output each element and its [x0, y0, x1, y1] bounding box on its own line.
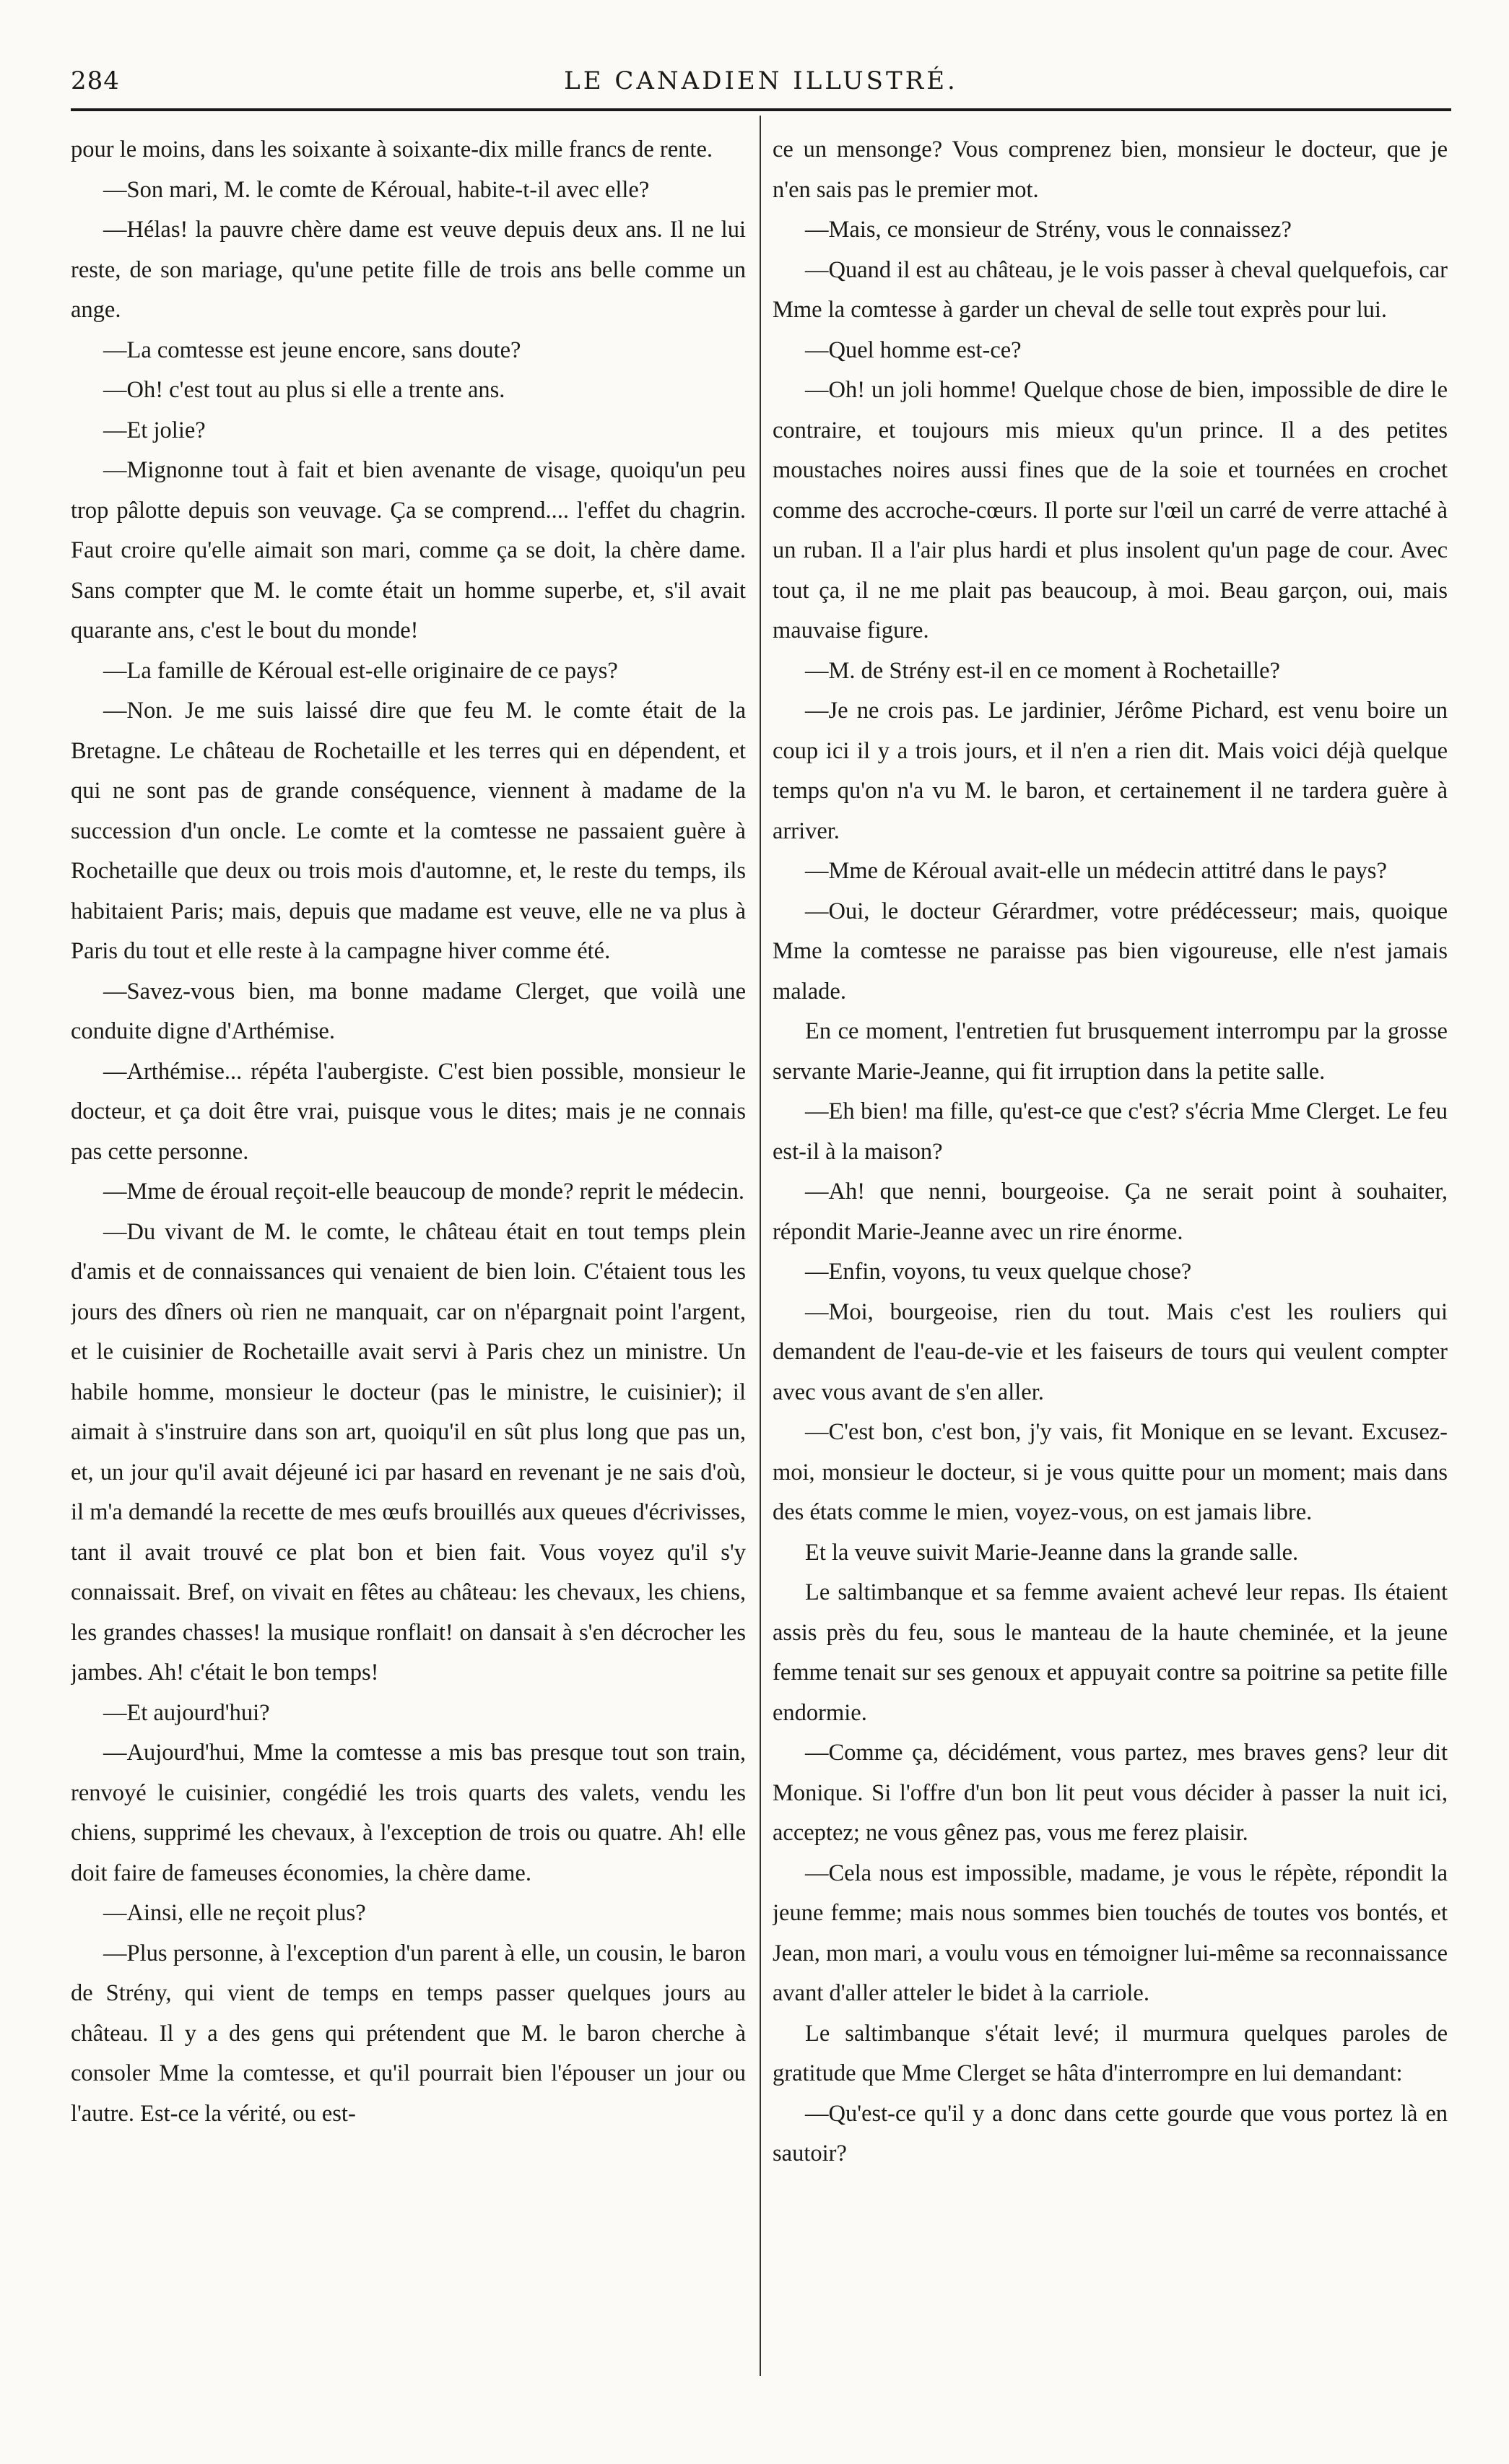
paragraph: —La comtesse est jeune encore, sans doute? — [103, 337, 521, 363]
paragraph: —Je ne crois pas. Le jardinier, Jérôme Pichard, est venu boire un coup ici il y a trois jours, et il n'en a rien dit. Mais voici déjà quelque temps qu'on n'a vu M. le baron, et certainement il ne tardera guère à arriver. — [773, 698, 1448, 844]
page-number: 284 — [71, 66, 120, 95]
paragraph: —Son mari, M. le comte de Kéroual, habite-t-il avec elle? — [103, 176, 650, 203]
paragraph: —Comme ça, décidément, vous partez, mes braves gens? leur dit Monique. Si l'offre d'un bon lit peut vous décider à passer la nuit ici, acceptez; ne vous gênez pas, vous me ferez plaisir. — [773, 1740, 1448, 1846]
paragraph: —La famille de Kéroual est-elle originaire de ce pays? — [103, 657, 618, 684]
page-header — [71, 66, 1451, 110]
paragraph: —Oh! un joli homme! Quelque chose de bien, impossible de dire le contraire, et toujours mis mieux qu'un prince. Il a des petites moustaches noires aussi fines que de la soie et tournées en crochet comme des accroche-cœurs. Il porte sur l'œil un carré de verre attaché à un ruban. Il a l'air plus hardi et plus insolent qu'un page de cour. Avec tout ça, il ne me plait pas beaucoup, à moi. Beau garçon, oui, mais mauvaise figure. — [773, 377, 1448, 643]
right-column — [773, 130, 1448, 2398]
paragraph: —Oui, le docteur Gérardmer, votre prédécesseur; mais, quoique Mme la comtesse ne paraisse pas bien vigoureuse, elle n'est jamais malade. — [773, 898, 1448, 1005]
paragraph: ce un mensonge? Vous comprenez bien, monsieur le docteur, que je n'en sais pas le premier mot. — [773, 136, 1448, 203]
paragraph: Le saltimbanque et sa femme avaient achevé leur repas. Ils étaient assis près du feu, sous le manteau de la haute cheminée, et la jeune femme tenait sur ses genoux et appuyait contre sa poitrine sa petite fille endormie. — [773, 1579, 1448, 1726]
paragraph: —Oh! c'est tout au plus si elle a trente ans. — [103, 377, 505, 403]
paragraph: —Cela nous est impossible, madame, je vous le répète, répondit la jeune femme; mais nous sommes bien touchés de toutes vos bontés, et Jean, mon mari, a voulu vous en témoigner lui-même sa reconnaissance avant d'aller atteler le bidet à la carriole. — [773, 1860, 1448, 2006]
column-divider — [760, 116, 761, 2376]
paragraph: —Enfin, voyons, tu veux quelque chose? — [805, 1259, 1192, 1285]
paragraph: —Et jolie? — [103, 417, 206, 443]
paragraph: —Mignonne tout à fait et bien avenante de visage, quoiqu'un peu trop pâlotte depuis son veuvage. Ça se comprend.... l'effet du chagrin. Faut croire qu'elle aimait son mari, comme ça se doit, la chère dame. Sans compter que M. le comte était un homme superbe, et, s'il avait quarante ans, c'est le bout du monde! — [71, 457, 746, 643]
paragraph: —Eh bien! ma fille, qu'est-ce que c'est? s'écria Mme Clerget. Le feu est-il à la maison? — [773, 1098, 1448, 1165]
paragraph: —Plus personne, à l'exception d'un parent à elle, un cousin, le baron de Strény, qui vient de temps en temps passer quelques jours au château. Il y a des gens qui prétendent que M. le baron cherche à consoler Mme la comtesse, et qu'il pourrait bien l'épouser un jour ou l'autre. Est-ce la vérité, ou est- — [71, 1940, 746, 2127]
paragraph: —Arthémise... répéta l'aubergiste. C'est bien possible, monsieur le docteur, et ça doit être vrai, puisque vous le dites; mais je ne connais pas cette personne. — [71, 1058, 746, 1165]
paragraph: —Ainsi, elle ne reçoit plus? — [103, 1900, 366, 1926]
paragraph: —Quel homme est-ce? — [805, 337, 1022, 363]
paragraph: —Mme de éroual reçoit-elle beaucoup de monde? reprit le médecin. — [103, 1179, 744, 1205]
paragraph: Le saltimbanque s'était levé; il murmura quelques paroles de gratitude que Mme Clerget se hâta d'interrompre en lui demandant: — [773, 2020, 1448, 2086]
paragraph: Et la veuve suivit Marie-Jeanne dans la grande salle. — [805, 1539, 1299, 1566]
paragraph: —Hélas! la pauvre chère dame est veuve depuis deux ans. Il ne lui reste, de son mariage, qu'une petite fille de trois ans belle comme un ange. — [71, 217, 746, 323]
journal-title: LE CANADIEN ILLUSTRÉ. — [564, 66, 958, 95]
header-rule — [71, 108, 1451, 111]
paragraph: —Et aujourd'hui? — [103, 1699, 270, 1726]
paragraph: pour le moins, dans les soixante à soixante-dix mille francs de rente. — [71, 136, 713, 162]
paragraph: —Mme de Kéroual avait-elle un médecin attitré dans le pays? — [805, 858, 1387, 884]
paragraph: —Aujourd'hui, Mme la comtesse a mis bas presque tout son train, renvoyé le cuisinier, congédié les trois quarts des valets, vendu les chiens, supprimé les chevaux, à l'exception de trois ou quatre. Ah! elle doit faire de fameuses économies, la chère dame. — [71, 1740, 746, 1886]
paragraph: —Quand il est au château, je le vois passer à cheval quelquefois, car Mme la comtesse à garder un cheval de selle tout exprès pour lui. — [773, 256, 1448, 323]
paragraph: —Non. Je me suis laissé dire que feu M. le comte était de la Bretagne. Le château de Rochetaille et les terres qui en dépendent, et qui ne sont pas de grande conséquence, viennent à madame de la succession d'un oncle. Le comte et la comtesse ne passaient guère à Rochetaille que deux ou trois mois d'automne, et, le reste du temps, ils habitaient Paris; mais, depuis que madame est veuve, elle ne va plus à Paris du tout et elle reste à la campagne hiver comme été. — [71, 698, 746, 964]
paragraph: —Moi, bourgeoise, rien du tout. Mais c'est les rouliers qui demandent de l'eau-de-vie et les faiseurs de tours qui veulent compter avec vous avant de s'en aller. — [773, 1298, 1448, 1405]
paragraph: —M. de Strény est-il en ce moment à Rochetaille? — [805, 657, 1280, 684]
paragraph: —Qu'est-ce qu'il y a donc dans cette gourde que vous portez là en sautoir? — [773, 2100, 1448, 2166]
paragraph: —Ah! que nenni, bourgeoise. Ça ne serait point à souhaiter, répondit Marie-Jeanne avec un rire énorme. — [773, 1179, 1448, 1245]
paragraph: En ce moment, l'entretien fut brusquement interrompu par la grosse servante Marie-Jeanne, qui fit irruption dans la petite salle. — [773, 1018, 1448, 1085]
paragraph: —Mais, ce monsieur de Strény, vous le connaissez? — [805, 217, 1292, 243]
left-column — [71, 130, 746, 2398]
paragraph: —Savez-vous bien, ma bonne madame Clerget, que voilà une conduite digne d'Arthémise. — [71, 978, 746, 1044]
paragraph: —C'est bon, c'est bon, j'y vais, fit Monique en se levant. Excusez-moi, monsieur le docteur, si je vous quitte pour un moment; mais dans des états comme le mien, voyez-vous, on est jamais libre. — [773, 1419, 1448, 1525]
paragraph: —Du vivant de M. le comte, le château était en tout temps plein d'amis et de connaissances qui venaient de bien loin. C'étaient tous les jours des dîners où rien ne manquait, car on n'épargnait point l'argent, et le cuisinier de Rochetaille avait servi à Paris chez un ministre. Un habile homme, monsieur le docteur (pas le ministre, le cuisinier); il aimait à s'instruire dans son art, quoiqu'il en sût plus long que pas un, et, un jour qu'il avait déjeuné ici par hasard en revenant je ne sais d'où, il m'a demandé la recette de mes œufs brouillés aux queues d'écrivisses, tant il avait trouvé ce plat bon et bien fait. Vous voyez qu'il s'y connaissait. Bref, on vivait en fêtes au château: les chevaux, les chiens, les grandes chasses! la musique ronflait! on dansait à s'en décrocher les jambes. Ah! c'était le bon temps! — [71, 1218, 746, 1686]
